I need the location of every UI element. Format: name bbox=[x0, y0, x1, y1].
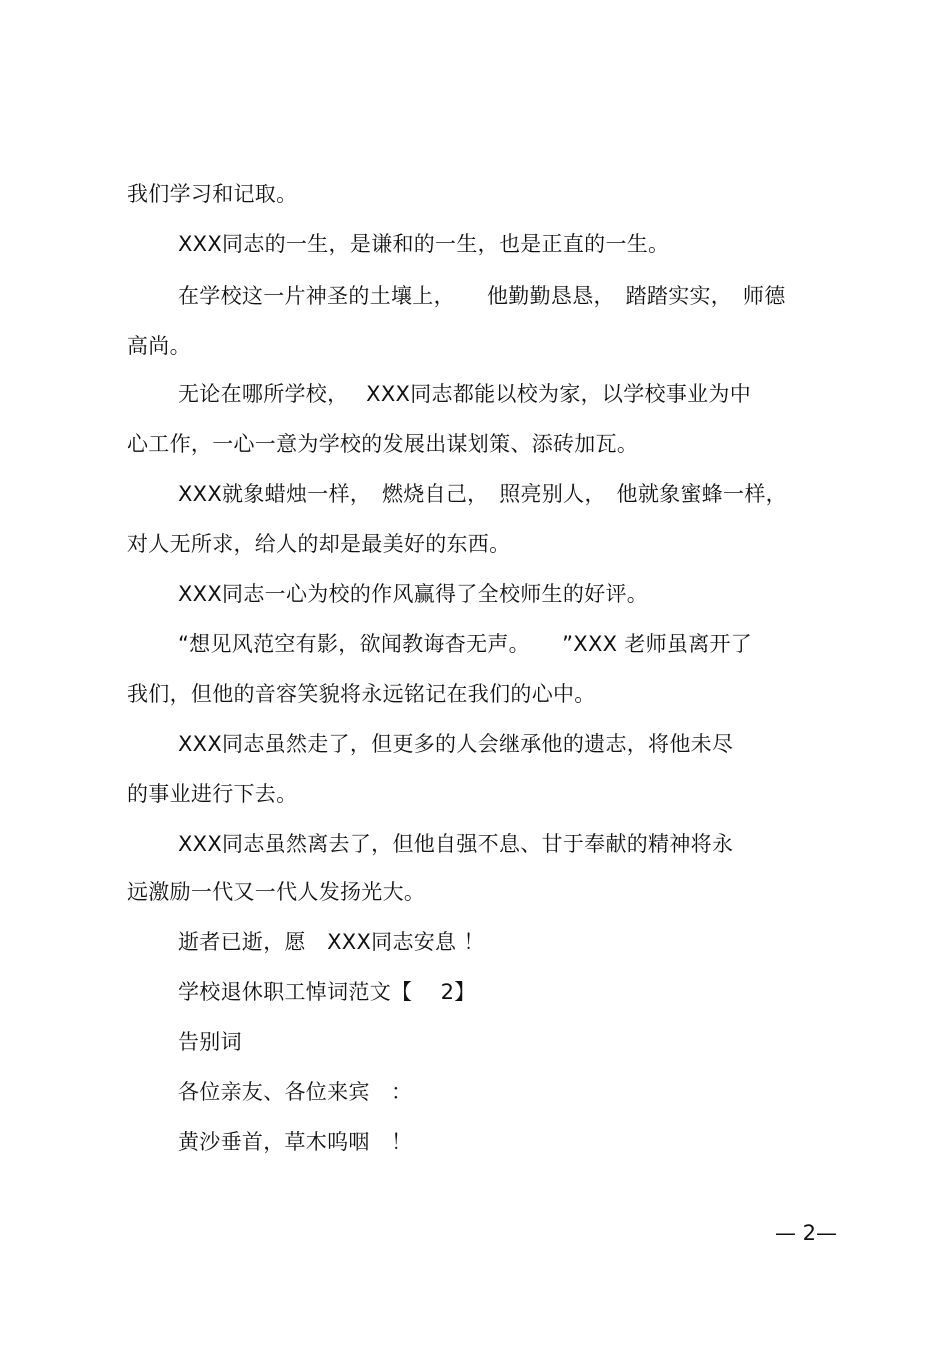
text-line: XXX同志虽然走了，但更多的人会继承他的遗志，将他未尽 bbox=[178, 732, 734, 756]
text-line: 无论在哪所学校， XXX同志都能以校为家，以学校事业为中 bbox=[178, 382, 752, 406]
text-line: 对人无所求，给人的却是最美好的东西。 bbox=[127, 532, 511, 556]
text-line: 各位亲友、各位来宾 ： bbox=[178, 1080, 413, 1104]
text-line: 我们，但他的音容笑貌将永远铭记在我们的心中。 bbox=[127, 682, 596, 706]
page-number: — 2— bbox=[775, 1221, 838, 1245]
text-line: 在学校这一片神圣的土壤上， 他勤勤恳恳， 踏踏实实， 师德 bbox=[178, 284, 786, 308]
section-subheading: 告别词 bbox=[178, 1030, 242, 1054]
text-line: 的事业进行下去。 bbox=[127, 782, 298, 806]
text-line: “想见风范空有影，欲闻教诲杳无声。 ”XXX 老师虽离开了 bbox=[178, 632, 753, 656]
text-line: 我们学习和记取。 bbox=[127, 182, 298, 206]
text-line: 心工作，一心一意为学校的发展出谋划策、添砖加瓦。 bbox=[127, 432, 639, 456]
section-heading: 学校退休职工悼词范文【 2】 bbox=[178, 980, 476, 1004]
text-line: XXX同志的一生，是谦和的一生，也是正直的一生。 bbox=[178, 232, 670, 256]
text-line: XXX同志虽然离去了，但他自强不息、甘于奉献的精神将永 bbox=[178, 832, 734, 856]
text-line: 逝者已逝，愿 XXX同志安息 ！ bbox=[178, 930, 485, 954]
text-line: XXX同志一心为校的作风赢得了全校师生的好评。 bbox=[178, 582, 649, 606]
text-line: 黄沙垂首，草木呜咽 ！ bbox=[178, 1130, 413, 1154]
text-line: XXX就象蜡烛一样， 燃烧自己， 照亮别人， 他就象蜜蜂一样， bbox=[178, 482, 787, 506]
text-line: 高尚。 bbox=[127, 334, 191, 358]
text-line: 远激励一代又一代人发扬光大。 bbox=[127, 880, 426, 904]
